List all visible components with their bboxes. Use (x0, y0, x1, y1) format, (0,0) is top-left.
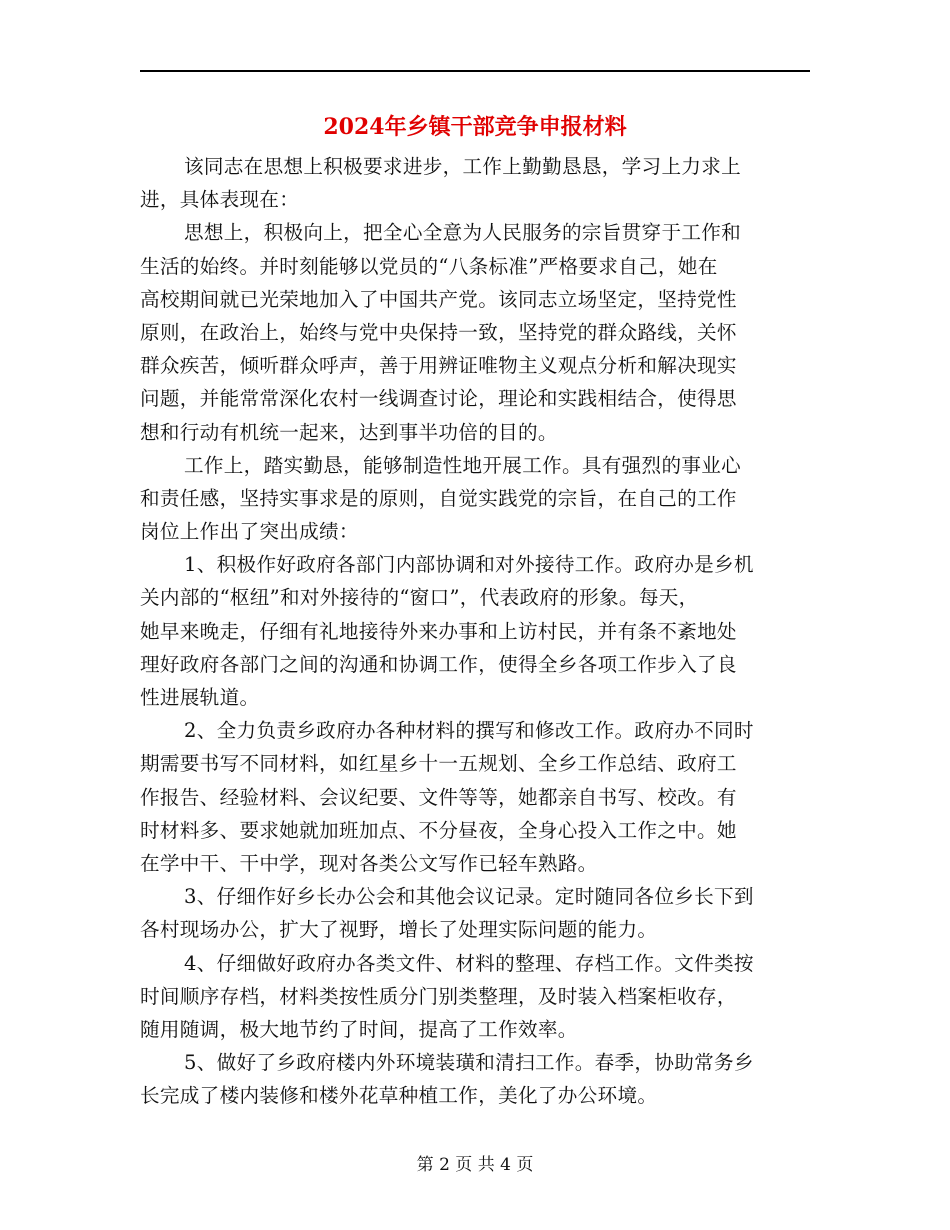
body-line: 原则，在政治上，始终与党中央保持一致，坚持党的群众路线，关怀 (140, 320, 737, 344)
body-line: 2、全力负责乡政府办各种材料的撰写和修改工作。政府办不同时 (184, 719, 754, 743)
body-line: 各村现场办公，扩大了视野，增长了处理实际问题的能力。 (140, 918, 658, 942)
body-line: 高校期间就已光荣地加入了中国共产党。该同志立场坚定，坚持党性 (140, 287, 737, 311)
body-line: 4、仔细做好政府办各类文件、材料的整理、存档工作。文件类按 (184, 951, 754, 975)
body-line: 期需要书写不同材料，如红星乡十一五规划、全乡工作总结、政府工 (140, 752, 737, 776)
body-line: 性进展轨道。 (140, 686, 260, 709)
body-line: 1、积极作好政府各部门内部协调和对外接待工作。政府办是乡机 (184, 553, 754, 577)
body-line: 长完成了楼内装修和楼外花草种植工作，美化了办公环境。 (140, 1084, 658, 1108)
body-line: 在学中干、干中学，现对各类公文写作已轻车熟路。 (140, 851, 598, 875)
document-title: 2024年乡镇干部竞争申报材料 (323, 114, 627, 140)
body-line: 时材料多、要求她就加班加点、不分昼夜，全身心投入工作之中。她 (140, 818, 737, 842)
body-line: 该同志在思想上积极要求进步，工作上勤勤恳恳，学习上力求上 (184, 155, 742, 178)
body-line: 理好政府各部门之间的沟通和协调工作，使得全乡各项工作步入了良 (140, 652, 737, 676)
body-line: 思想上，积极向上，把全心全意为人民服务的宗旨贯穿于工作和 (184, 221, 742, 245)
body-line: 岗位上作出了突出成绩： (140, 520, 359, 544)
body-line: 3、仔细作好乡长办公会和其他会议记录。定时随同各位乡长下到 (184, 885, 754, 909)
body-line: 时间顺序存档，材料类按性质分门别类整理，及时装入档案柜收存， (140, 984, 737, 1008)
header-rule (140, 70, 810, 72)
body-line: 作报告、经验材料、会议纪要、文件等等，她都亲自书写、校改。有 (140, 785, 737, 809)
body-line: 问题，并能常常深化农村一线调查讨论，理论和实践相结合，使得思 (140, 387, 737, 411)
body-line: 5、做好了乡政府楼内外环境装璜和清扫工作。春季，协助常务乡 (184, 1051, 754, 1075)
body-line: 关内部的“枢纽”和对外接待的“窗口”，代表政府的形象。每天， (140, 586, 699, 610)
body-line: 她早来晚走，仔细有礼地接待外来办事和上访村民，并有条不紊地处 (140, 619, 737, 643)
body-line: 群众疾苦，倾听群众呼声，善于用辨证唯物主义观点分析和解决现实 (140, 354, 737, 378)
body-line: 和责任感，坚持实事求是的原则，自觉实践党的宗旨，在自己的工作 (140, 486, 737, 510)
body-line: 生活的始终。并时刻能够以党员的“八条标准”严格要求自己，她在 (140, 254, 718, 278)
body-line: 进，具体表现在： (140, 188, 300, 212)
page-number: 第 2 页 共 4 页 (416, 1155, 534, 1175)
body-line: 随用随调，极大地节约了时间，提高了工作效率。 (140, 1017, 578, 1041)
document-body (140, 150, 810, 1112)
body-line: 工作上，踏实勤恳，能够制造性地开展工作。具有强烈的事业心 (184, 453, 742, 477)
body-line: 想和行动有机统一起来，达到事半功倍的目的。 (140, 420, 558, 444)
